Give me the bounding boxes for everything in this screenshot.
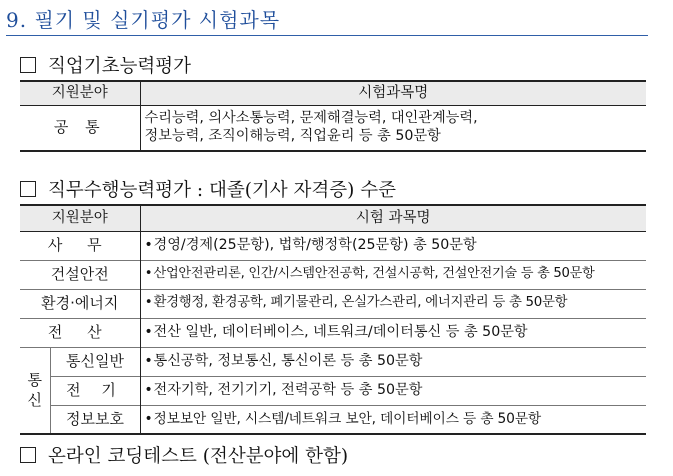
subjects-cell — [140, 347, 646, 376]
section1-title — [20, 52, 191, 78]
field-electric: 전 기 — [50, 376, 140, 405]
subjects-cell — [140, 231, 646, 260]
bullet-icon: • — [144, 323, 153, 340]
subjects-text: 통신공학, 정보통신, 통신이론 등 총 50문항 — [153, 352, 423, 369]
checkbox-square-icon — [20, 447, 36, 463]
basic-ability-table — [20, 80, 646, 152]
table-row — [20, 318, 646, 347]
section3-title-text: 온라인 코딩테스트 (전산분야에 한함) — [48, 446, 349, 467]
field-info-security: 정보보호 — [50, 405, 140, 434]
bullet-icon: • — [144, 266, 153, 282]
subjects-line-1: 수리능력, 의사소통능력, 문제해결능력, 대인관계능력, — [144, 110, 478, 126]
table-row — [20, 105, 646, 151]
table-row — [20, 260, 646, 289]
subjects-text: 산업안전관리론, 인간/시스템안전공학, 건설시공학, 건설안전기술 등 총 50문항 — [153, 266, 595, 282]
subjects-cell — [140, 289, 646, 318]
subjects-cell — [140, 260, 646, 289]
table-row — [20, 231, 646, 260]
field-computing: 전 산 — [20, 318, 140, 347]
field-common: 공 통 — [20, 105, 140, 151]
bullet-icon: • — [144, 236, 153, 253]
field-environment-energy: 환경·에너지 — [20, 289, 140, 318]
group-label-bottom: 신 — [27, 391, 42, 410]
subjects-text: 경영/경제(25문항), 법학/행정학(25문항) 총 50문항 — [153, 236, 477, 253]
section2-title-text: 직무수행능력평가 : 대졸(기사 자격증) 수준 — [48, 180, 396, 201]
subjects-text: 정보보안 일반, 시스템/네트워크 보안, 데이터베이스 등 총 50문항 — [153, 410, 541, 427]
table-row — [20, 289, 646, 318]
table-header-row — [20, 81, 646, 105]
table-row — [20, 376, 646, 405]
subjects-cell — [140, 105, 646, 151]
bullet-icon: • — [144, 410, 153, 427]
heading-rule — [6, 35, 648, 36]
col-header-field: 지원분야 — [20, 205, 140, 231]
table-row — [20, 347, 646, 376]
col-header-field: 지원분야 — [20, 81, 140, 105]
section1-title-text: 직업기초능력평가 — [48, 56, 191, 77]
table-header-row — [20, 205, 646, 231]
field-construction-safety: 건설안전 — [20, 260, 140, 289]
subjects-text: 전자기학, 전기기기, 전력공학 등 총 50문항 — [153, 381, 423, 398]
bullet-icon: • — [144, 295, 153, 311]
col-header-subjects: 시험과목명 — [140, 81, 646, 105]
section2-title — [20, 176, 396, 202]
subjects-text: 환경행정, 환경공학, 폐기물관리, 온실가스관리, 에너지관리 등 총 50문항 — [153, 295, 568, 311]
job-ability-table — [20, 204, 646, 435]
table-row — [20, 405, 646, 434]
group-label-telecom — [20, 347, 50, 434]
subjects-cell — [140, 405, 646, 434]
field-office: 사 무 — [20, 231, 140, 260]
col-header-subjects: 시험 과목명 — [140, 205, 646, 231]
subjects-text: 전산 일반, 데이터베이스, 네트워크/데이터통신 등 총 50문항 — [153, 323, 528, 340]
checkbox-square-icon — [20, 181, 36, 197]
subjects-cell — [140, 318, 646, 347]
section3-title — [20, 442, 348, 468]
group-label-top: 통 — [27, 371, 42, 389]
section-heading: 9. 필기 및 실기평가 시험과목 — [6, 8, 281, 32]
checkbox-square-icon — [20, 57, 36, 73]
bullet-icon: • — [144, 352, 153, 369]
subjects-line-2: 정보능력, 조직이해능력, 직업윤리 등 총 50문항 — [144, 127, 441, 144]
bullet-icon: • — [144, 381, 153, 398]
field-telecom-general: 통신일반 — [50, 347, 140, 376]
subjects-cell — [140, 376, 646, 405]
